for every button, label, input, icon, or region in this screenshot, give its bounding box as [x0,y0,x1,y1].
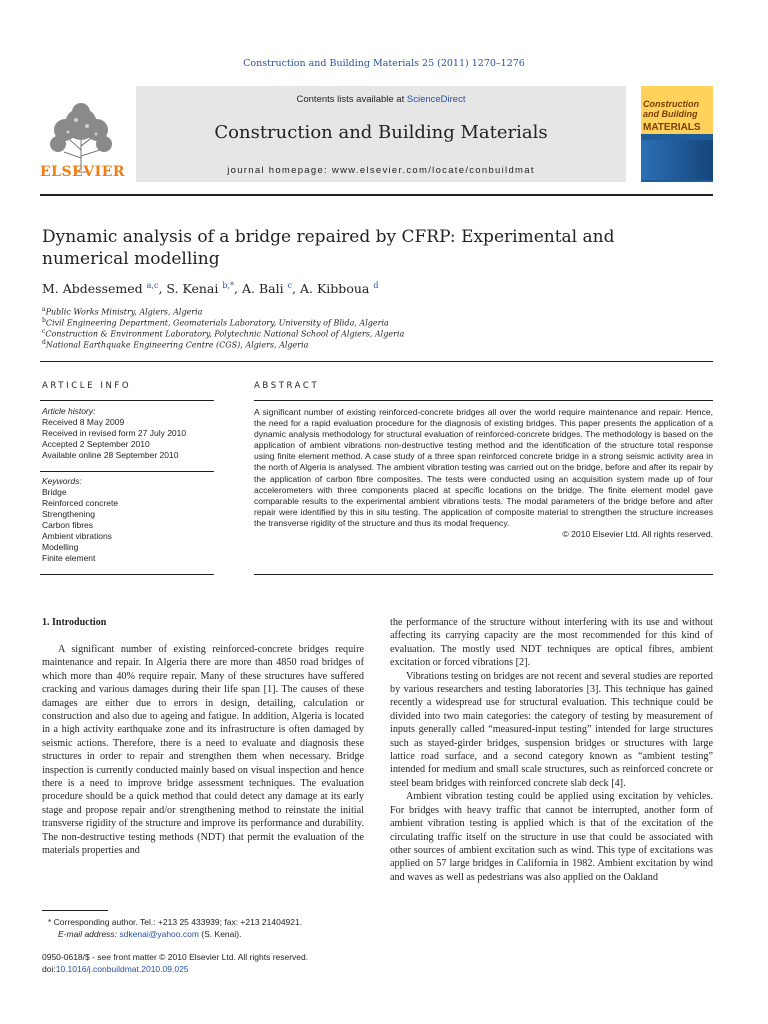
abstract-bottom-divider [254,574,713,575]
abstract-copyright: © 2010 Elsevier Ltd. All rights reserved. [562,529,713,540]
author-list [42,281,682,296]
keyword: Reinforced concrete [42,498,119,508]
info-divider [40,400,214,401]
keyword: Ambient vibrations [42,531,112,541]
affiliation [42,317,682,328]
affil-mark: b [42,317,46,324]
doi-line [42,964,308,976]
author-separator: , [234,281,242,297]
article-title-line2: numerical modelling [42,249,220,269]
cover-title-line2: MATERIALS [643,122,701,133]
corresponding-author-note [42,917,302,940]
article-history [42,406,212,461]
history-divider [40,471,214,472]
right-column [390,616,713,884]
affil-mark: d [42,339,46,346]
author-affil-mark[interactable]: c [287,281,293,290]
corresponding-line: * Corresponding author. Tel.: +213 25 433939; fax: +213 21404921. [48,917,303,927]
author-affil-mark[interactable]: a,c [146,281,159,290]
keyword: Bridge [42,487,67,497]
keywords-label: Keywords: [42,476,82,486]
author-affil-mark[interactable]: d [373,281,379,290]
issn-line: 0950-0618/$ - see front matter © 2010 Elsevier Ltd. All rights reserved. [42,952,309,962]
journal-title: Construction and Building Materials [214,122,548,143]
email-link[interactable]: sdkenai@yahoo.com [119,928,199,939]
affiliation [42,339,682,350]
history-label: Article history: [42,406,96,416]
paragraph: Ambient vibration testing could be applied using excitation by vehicles. For bridges with heavy traffic that cannot be interrupted, another form of ambient vibration testing is applied which is that of the excitation of the circulating traffic itself on the structure in use that could be associated with other sources of ambient excitation such as wind. This type of excitations was applied on 57 large bridges in California in 1982. Ambient excitation by wind and waves as well as pedestrians was also applied on the Oakland [390,791,713,883]
history-item: Available online 28 September 2010 [42,450,179,460]
affiliation [42,328,682,339]
keyword: Modelling [42,542,79,552]
section-heading-introduction: 1. Introduction [42,617,107,628]
keywords-block [42,476,212,564]
author-separator: , [292,281,300,297]
email-suffix: (S. Kenai). [198,928,242,939]
contents-prefix: Contents lists available at [296,94,407,105]
journal-homepage[interactable]: journal homepage: www.elsevier.com/locate/conbuildmat [227,165,535,176]
abstract-top-divider [254,400,713,401]
paragraph: Vibrations testing on bridges are not recent and several studies are reported by various researchers and testing laboratories [3]. This technique has gained recently a widespread use for structural evaluation. This technique could be divided into two main categories: the category of testing by measurement of inputs generally called “measured-input testing” intended for large structures such as stayed-girder bridges, suspension bridges or structures with large lattice road surface, and a second category known as “ambient testing” intended for medium and small scale structures, such as reinforced concrete or steel beam bridges with reinforced concrete slab deck [4]. [390,670,713,789]
doi-link[interactable]: 10.1016/j.conbuildmat.2010.09.025 [55,963,189,974]
affiliation-divider [40,361,713,362]
contents-line [136,94,626,105]
author-separator: , [158,281,167,297]
affil-text: Construction & Environment Laboratory, Polytechnic National School of Algiers, Algeria [45,329,405,339]
abstract-heading: ABSTRACT [254,381,320,391]
history-item: Received in revised form 27 July 2010 [42,428,187,438]
keyword: Finite element [42,553,96,563]
abstract-text: A significant number of existing reinforced-concrete bridges all over the world require maintenance and repair. Hence, the need for a rapid evaluation procedure for the diagnosis of existing bridges. This paper presents the application of a dynamic analysis methodology for structural evaluation of reinforced-concrete bridges. The methodology is based on the application of ambient vibrations non-destructive testing method and the identification of the structure total response using finite element method. A case study of a three span reinforced concrete bridge in a strong seismic activity area in the north of Algeria is analysed. The ambient vibration testing was carried out on the bridge, before and after its repair by the application of carbon fibre composites. The tests were conducted using an acquisition system made up of four accelerometers with three components placed at specific locations on the bridge. The finite element model gave comparable results to the experimental ambient vibrations tests. The modal parameters of the bridge before and after repair were identified by this in situ testing. The application of composite material to strengthen the structure increases the transverse rigidity of the structure and thus its modal frequency. [254,407,713,528]
affil-mark: c [42,328,46,335]
journal-reference[interactable]: Construction and Building Materials 25 (2011) 1270–1276 [243,58,525,69]
affil-text: Civil Engineering Department, Geomaterials Laboratory, University of Blida, Algeria [45,318,389,328]
article-title-line1: Dynamic analysis of a bridge repaired by CFRP: Experimental and [42,227,615,247]
publication-info [42,952,308,975]
history-item: Received 8 May 2009 [42,417,125,427]
email-label: E-mail address: [58,928,120,939]
author-name: S. Kenai [166,281,219,297]
email-line [42,929,302,941]
article-info-heading: ARTICLE INFO [42,381,132,391]
doi-label: doi: [42,963,56,974]
left-column [42,643,364,858]
header-divider [40,194,713,196]
paragraph: A significant number of existing reinforced-concrete bridges require maintenance and repair. In Algeria there are more than 4850 road bridges of which more than 40% require repair. Many of these structures have suffered cracking and various damages during their life span [1]. The causes of these damages are either due to errors in design, detailing, calculation or construction and also due to ageing and fatigue. In addition, Algeria is located in a high activity earthquake zone and its infrastructure is often damaged by seismic actions. Therefore, there is a need to evaluate and diagnosis these structures in order to repair and strengthen them when necessary. Bridge inspection is currently conducted mainly based on visual inspection and hence there is a need to improve bridge assessment techniques. The evaluation procedure should be a quick method that could detect any damage at its early stage and propose repair and/or strengthening method to reinstate the initial transverse rigidity of the structure and improve its performance and durability. The non-destructive testing methods (NDT) that permit the evaluation of the materials properties and [42,644,364,857]
author-name: A. Bali [241,281,284,297]
history-item: Accepted 2 September 2010 [42,439,150,449]
paragraph: the performance of the structure without interfering with its use and without affecting its carrying capacity are the most recommended for this kind of evaluation. The mostly used NDT techniques are optical fibres, ambient excitation or forced vibrations [2]. [390,617,713,669]
sciencedirect-link[interactable]: ScienceDirect [406,94,466,105]
affiliation [42,306,682,317]
author-name: M. Abdessemed [42,281,143,297]
keyword: Strengthening [42,509,95,519]
affil-text: National Earthquake Engineering Centre (CGS), Algiers, Algeria [45,340,309,350]
keyword: Carbon fibres [42,520,94,530]
footnote-divider [42,910,108,911]
author-affil-mark[interactable]: b,* [222,281,235,290]
abstract-body [254,407,713,540]
article-title [42,226,682,270]
cover-bottom-band [641,140,713,180]
author-name: A. Kibboua [300,281,370,297]
affil-mark: a [42,306,46,313]
affil-text: Public Works Ministry, Algiers, Algeria [45,307,203,317]
publisher-name: ELSEVIER [40,164,126,180]
keywords-divider [40,574,214,575]
cover-title-line1: Construction and Building [643,99,699,119]
